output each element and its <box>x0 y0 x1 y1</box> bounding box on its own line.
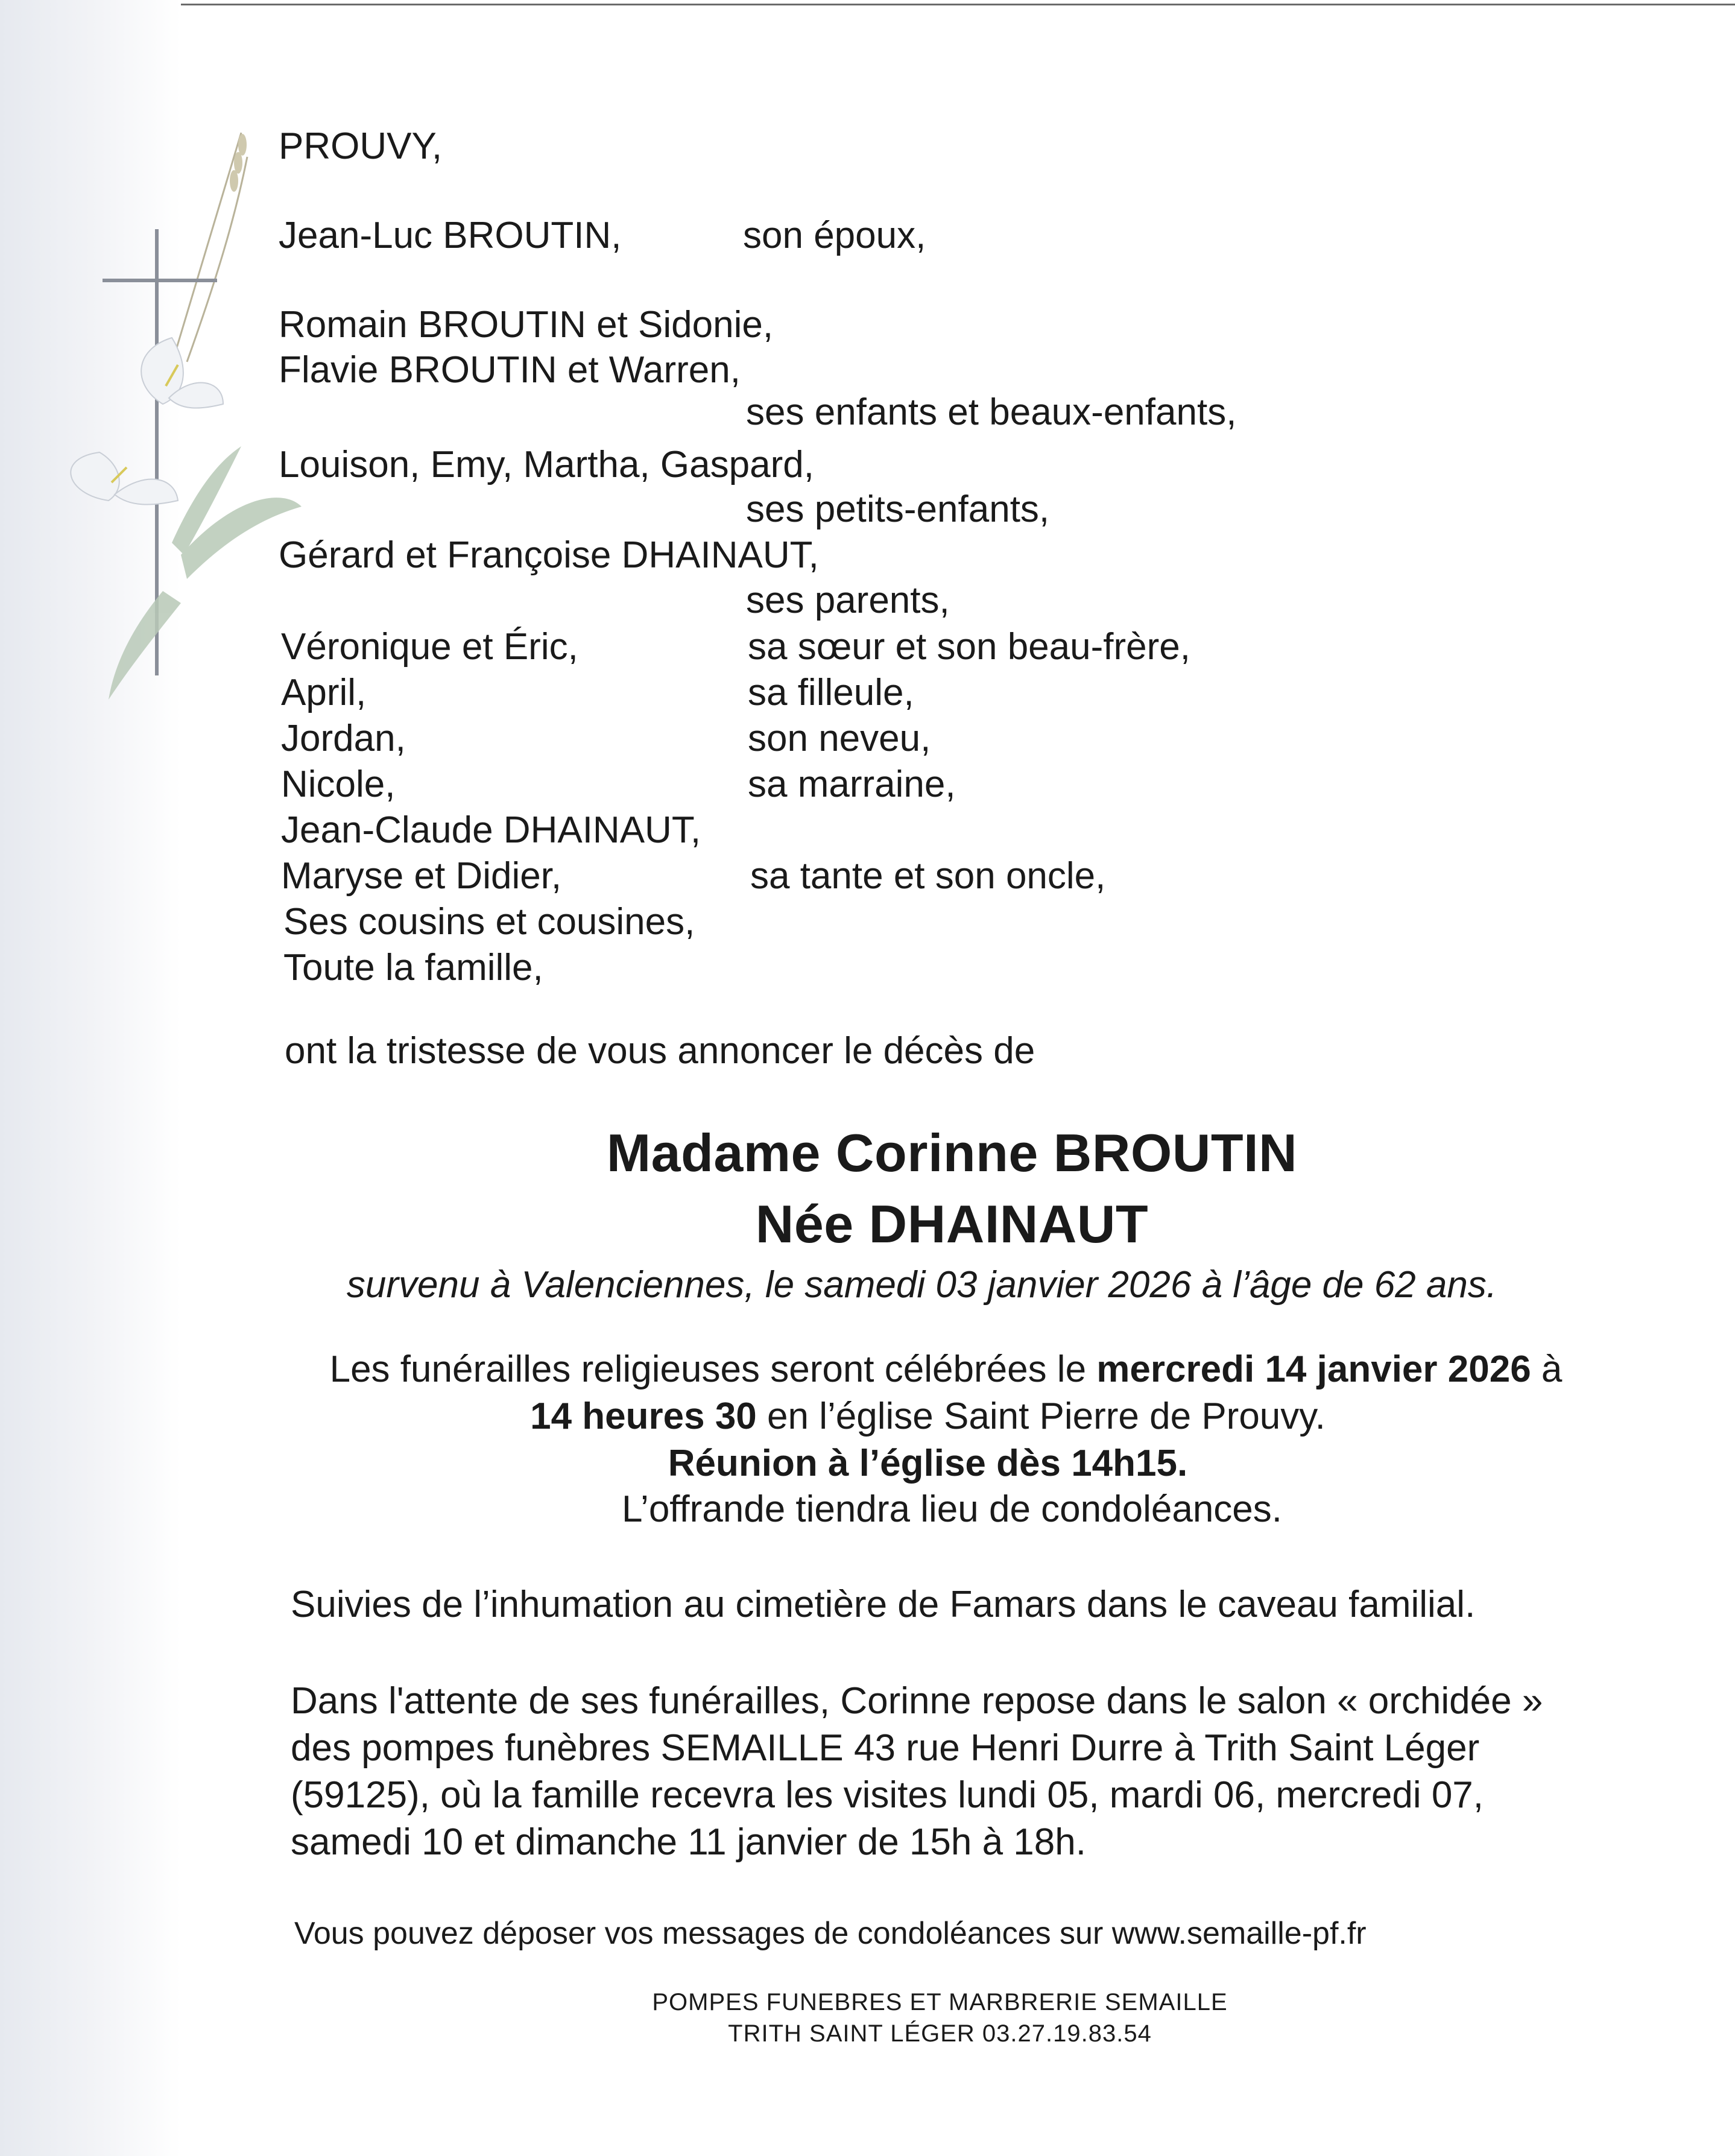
deceased-name: Madame Corinne BROUTIN <box>606 1123 1298 1183</box>
family-name: Jordan, <box>281 718 406 759</box>
lily-icon <box>71 338 223 505</box>
family-relation: ses parents, <box>746 580 950 621</box>
family-name: April, <box>281 672 367 713</box>
condolences-text: Vous pouvez déposer vos messages de condoléances sur www.semaille-pf.fr <box>294 1916 1367 1951</box>
family-name: Ses cousins et cousines, <box>283 901 695 943</box>
family-name: Romain BROUTIN et Sidonie, <box>279 304 774 346</box>
family-relation: son époux, <box>743 215 926 256</box>
family-name: Louison, Emy, Martha, Gaspard, <box>279 444 814 485</box>
cross-and-lily-decoration <box>42 121 308 724</box>
family-relation: ses enfants et beaux-enfants, <box>746 391 1237 433</box>
visitation-line: des pompes funèbres SEMAILLE 43 rue Henri Durre à Trith Saint Léger <box>291 1727 1480 1769</box>
wheat-icon <box>169 133 247 374</box>
meeting-time: Réunion à l’église dès 14h15. <box>668 1443 1188 1484</box>
deceased-maiden-name: Née DHAINAUT <box>755 1194 1149 1254</box>
funeral-text: à <box>1531 1348 1563 1390</box>
visitation-line: Dans l'attente de ses funérailles, Corinne repose dans le salon « orchidée » <box>291 1680 1543 1722</box>
visitation-line: samedi 10 et dimanche 11 janvier de 15h à 18h. <box>291 1821 1086 1863</box>
family-relation: son neveu, <box>748 718 931 759</box>
funeral-time: 14 heures 30 <box>530 1396 757 1437</box>
town-heading: PROUVY, <box>279 125 443 167</box>
meeting-line <box>60 1445 1735 1482</box>
funeral-home-address: TRITH SAINT LÉGER 03.27.19.83.54 <box>728 2020 1152 2047</box>
family-name: Véronique et Éric, <box>281 626 578 668</box>
funeral-line-2 <box>60 1398 1735 1435</box>
announcement-text: ont la tristesse de vous annoncer le décès de <box>285 1030 1035 1072</box>
visitation-line: (59125), où la famille recevra les visites lundi 05, mardi 06, mercredi 07, <box>291 1774 1484 1816</box>
funeral-text: en l’église Saint Pierre de Prouvy. <box>756 1396 1326 1437</box>
family-relation: sa tante et son oncle, <box>750 855 1106 897</box>
family-name: Jean-Claude DHAINAUT, <box>281 809 701 851</box>
funeral-date: mercredi 14 janvier 2026 <box>1096 1348 1531 1390</box>
family-relation: ses petits-enfants, <box>746 488 1050 530</box>
family-name: Nicole, <box>281 763 396 805</box>
family-relation: sa filleule, <box>748 672 914 713</box>
funeral-line-1 <box>78 1348 1735 1390</box>
family-name: Flavie BROUTIN et Warren, <box>279 349 741 391</box>
family-name: Maryse et Didier, <box>281 855 562 897</box>
burial-text: Suivies de l’inhumation au cimetière de Famars dans le caveau familial. <box>291 1584 1476 1625</box>
family-relation: sa sœur et son beau-frère, <box>748 626 1190 668</box>
family-name: Gérard et Françoise DHAINAUT, <box>279 534 819 576</box>
family-name: Jean-Luc BROUTIN, <box>279 215 622 256</box>
funeral-home-name: POMPES FUNEBRES ET MARBRERIE SEMAILLE <box>652 1989 1228 2015</box>
offering-line: L’offrande tiendra lieu de condoléances. <box>621 1488 1283 1530</box>
funeral-text: Les funérailles religieuses seront célébrées le <box>329 1348 1097 1390</box>
top-border-line <box>0 4 1735 5</box>
family-relation: sa marraine, <box>748 763 956 805</box>
family-name: Toute la famille, <box>283 947 543 988</box>
death-details: survenu à Valenciennes, le samedi 03 janvier 2026 à l’âge de 62 ans. <box>346 1264 1497 1306</box>
